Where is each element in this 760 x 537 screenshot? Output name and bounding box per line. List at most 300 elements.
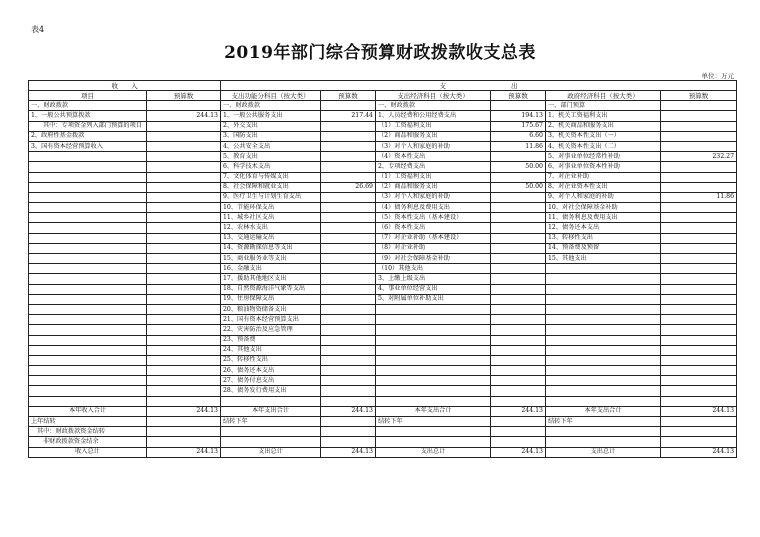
- table-cell: [321, 254, 376, 264]
- table-row: [29, 121, 737, 131]
- table-cell: 8、对企业资本性支出: [546, 182, 661, 192]
- table-cell: [661, 386, 737, 396]
- table-cell: 5、对事业单位经常性补助: [546, 152, 661, 162]
- table-cell: [147, 304, 221, 314]
- table-row: [29, 192, 737, 202]
- table-cell: 结转下年: [376, 417, 491, 427]
- table-cell: [147, 345, 221, 355]
- table-cell: [221, 396, 321, 406]
- table-cell: [321, 376, 376, 386]
- table-cell: 1、机关工资福利支出: [546, 111, 661, 121]
- table-cell: [321, 304, 376, 314]
- table-cell: [321, 325, 376, 335]
- table-cell: [546, 437, 661, 447]
- table-cell: [147, 213, 221, 223]
- table-cell: 50.00: [491, 182, 546, 192]
- table-cell: 13、转移性支出: [546, 233, 661, 243]
- table-cell: [491, 376, 546, 386]
- table-cell: [29, 366, 147, 376]
- table-row: [29, 396, 737, 406]
- table-cell: 16、金融支出: [221, 264, 321, 274]
- table-cell: [221, 427, 321, 437]
- table-cell: [491, 396, 546, 406]
- col-item: 项目: [29, 91, 147, 101]
- table-cell: [661, 315, 737, 325]
- table-cell: [376, 396, 491, 406]
- table-cell: [321, 213, 376, 223]
- table-cell: [661, 121, 737, 131]
- table-row: [29, 131, 737, 141]
- table-cell: 217.44: [321, 111, 376, 121]
- table-cell: [491, 437, 546, 447]
- table-cell: [376, 355, 491, 365]
- table-cell: [376, 386, 491, 396]
- table-cell: [147, 233, 221, 243]
- table-cell: [147, 223, 221, 233]
- table-cell: [147, 243, 221, 253]
- table-cell: [376, 325, 491, 335]
- table-cell: 一、财政拨款: [29, 101, 147, 111]
- table-cell: 21、国有资本经营预算支出: [221, 315, 321, 325]
- table-cell: 2、政府性基金拨款: [29, 131, 147, 141]
- table-cell: [491, 427, 546, 437]
- table-cell: 13、交通运输支出: [221, 233, 321, 243]
- table-cell: 23、预备费: [221, 335, 321, 345]
- table-cell: 3、国防支出: [221, 131, 321, 141]
- table-cell: [661, 396, 737, 406]
- table-cell: [29, 223, 147, 233]
- table-cell: [491, 264, 546, 274]
- table-cell: [661, 223, 737, 233]
- table-row: [29, 233, 737, 243]
- table-cell: 2、机关商品和服务支出: [546, 121, 661, 131]
- table-cell: 232.27: [661, 152, 737, 162]
- table-cell: [147, 141, 221, 151]
- table-cell: [29, 284, 147, 294]
- table-cell: 本年支出合计: [221, 406, 321, 416]
- table-cell: （8）对企业补助: [376, 243, 491, 253]
- table-cell: （3）对个人和家庭的补助: [376, 141, 491, 151]
- table-row: [29, 182, 737, 192]
- table-cell: （4）资本性支出: [376, 152, 491, 162]
- table-cell: [661, 233, 737, 243]
- table-cell: [661, 366, 737, 376]
- table-cell: [661, 213, 737, 223]
- table-cell: [321, 284, 376, 294]
- table-row: [29, 284, 737, 294]
- table-cell: 50.00: [491, 162, 546, 172]
- table-cell: 4、公共安全支出: [221, 141, 321, 151]
- table-cell: [376, 427, 491, 437]
- table-cell: [29, 172, 147, 182]
- table-row: [29, 162, 737, 172]
- table-cell: 9、医疗卫生与计划生育支出: [221, 192, 321, 202]
- table-cell: [147, 182, 221, 192]
- table-cell: [491, 417, 546, 427]
- header-row-columns: [29, 91, 737, 101]
- table-cell: [29, 182, 147, 192]
- table-cell: 6、对事业单位资本性补助: [546, 162, 661, 172]
- col-econ: 支出经济科目（按大类）: [376, 91, 491, 101]
- table-cell: （3）对个人和家庭的补助: [376, 192, 491, 202]
- table-cell: [661, 335, 737, 345]
- table-cell: [29, 304, 147, 314]
- expense-header: 支 出: [221, 81, 737, 91]
- table-cell: [661, 376, 737, 386]
- table-cell: [147, 254, 221, 264]
- table-row: [29, 152, 737, 162]
- table-cell: 244.13: [147, 447, 221, 457]
- table-cell: 12、债务还本支出: [546, 223, 661, 233]
- table-cell: 27、债务付息支出: [221, 376, 321, 386]
- header-row-section: [29, 81, 737, 91]
- table-cell: [147, 284, 221, 294]
- table-cell: 1、一般公共预算拨款: [29, 111, 147, 121]
- table-cell: [661, 345, 737, 355]
- table-row: [29, 111, 737, 121]
- table-cell: [546, 386, 661, 396]
- table-row: [29, 325, 737, 335]
- table-cell: [147, 294, 221, 304]
- table-cell: [221, 437, 321, 447]
- table-cell: 非财政拨款资金结余: [29, 437, 147, 447]
- table-cell: [321, 233, 376, 243]
- table-row: [29, 366, 737, 376]
- table-cell: [661, 274, 737, 284]
- table-cell: [376, 315, 491, 325]
- table-cell: [29, 386, 147, 396]
- table-cell: [321, 152, 376, 162]
- table-cell: [491, 366, 546, 376]
- table-cell: [491, 243, 546, 253]
- table-cell: [491, 345, 546, 355]
- table-cell: [29, 192, 147, 202]
- table-cell: [321, 294, 376, 304]
- table-cell: 14、预备费及预留: [546, 243, 661, 253]
- table-cell: [147, 376, 221, 386]
- table-cell: [29, 203, 147, 213]
- table-cell: [29, 233, 147, 243]
- table-cell: [546, 304, 661, 314]
- table-cell: 5、对附属单位补助支出: [376, 294, 491, 304]
- table-row: [29, 254, 737, 264]
- table-cell: [321, 355, 376, 365]
- table-row: [29, 386, 737, 396]
- table-cell: 244.13: [321, 406, 376, 416]
- table-cell: 244.13: [661, 447, 737, 457]
- table-cell: 收入总计: [29, 447, 147, 457]
- table-cell: 22、灾害防治及应急管理: [221, 325, 321, 335]
- table-cell: [321, 162, 376, 172]
- table-cell: [29, 162, 147, 172]
- table-cell: [321, 417, 376, 427]
- table-cell: [661, 284, 737, 294]
- table-cell: 一、部门预算: [546, 101, 661, 111]
- table-cell: [546, 315, 661, 325]
- table-cell: [147, 152, 221, 162]
- table-cell: 1、一般公共服务支出: [221, 111, 321, 121]
- table-cell: [321, 264, 376, 274]
- table-cell: [376, 345, 491, 355]
- table-cell: [321, 366, 376, 376]
- table-cell: [546, 325, 661, 335]
- col-func-budget: 预算数: [321, 91, 376, 101]
- table-cell: [491, 294, 546, 304]
- table-cell: [661, 243, 737, 253]
- table-cell: 上年结转: [29, 417, 147, 427]
- table-cell: [546, 274, 661, 284]
- table-cell: 244.13: [491, 406, 546, 416]
- table-cell: [321, 192, 376, 202]
- table-row: [29, 294, 737, 304]
- table-cell: （1）工资福利支出: [376, 121, 491, 131]
- table-cell: [491, 284, 546, 294]
- table-cell: [147, 417, 221, 427]
- table-cell: 一、财政拨款: [376, 101, 491, 111]
- table-cell: 3、国有资本经营预算收入: [29, 141, 147, 151]
- table-cell: 支出总计: [376, 447, 491, 457]
- table-cell: [661, 101, 737, 111]
- table-cell: [491, 355, 546, 365]
- table-cell: [321, 121, 376, 131]
- table-cell: [546, 294, 661, 304]
- table-cell: [29, 345, 147, 355]
- table-cell: 15、商业服务业等支出: [221, 254, 321, 264]
- col-func: 支出功能分科目（按大类）: [221, 91, 321, 101]
- table-cell: 5、教育支出: [221, 152, 321, 162]
- table-cell: [661, 325, 737, 335]
- table-cell: [321, 335, 376, 345]
- table-row: [29, 203, 737, 213]
- col-econ-budget: 预算数: [491, 91, 546, 101]
- table-cell: [321, 203, 376, 213]
- table-cell: 26.69: [321, 182, 376, 192]
- table-cell: [376, 304, 491, 314]
- table-cell: [661, 294, 737, 304]
- table-row: [29, 447, 737, 457]
- table-cell: 其中：专项资金列入部门预算的项目: [29, 121, 147, 131]
- table-cell: 18、自然资源海洋气象等支出: [221, 284, 321, 294]
- table-cell: [321, 131, 376, 141]
- table-cell: 2、专项经费支出: [376, 162, 491, 172]
- table-cell: [491, 386, 546, 396]
- table-cell: 244.13: [321, 447, 376, 457]
- table-cell: 结转下年: [546, 417, 661, 427]
- table-cell: [29, 325, 147, 335]
- table-cell: 15、其他支出: [546, 254, 661, 264]
- table-cell: 7、对企业补助: [546, 172, 661, 182]
- table-cell: 本年收入合计: [29, 406, 147, 416]
- table-cell: （5）资本性支出（基本建设）: [376, 213, 491, 223]
- table-cell: [29, 152, 147, 162]
- table-cell: 9、对个人和家庭的补助: [546, 192, 661, 202]
- table-row: [29, 274, 737, 284]
- table-row: [29, 223, 737, 233]
- table-cell: [661, 264, 737, 274]
- table-cell: 11、城乡社区支出: [221, 213, 321, 223]
- table-cell: [147, 192, 221, 202]
- table-cell: [29, 315, 147, 325]
- table-cell: [661, 437, 737, 447]
- table-row: [29, 376, 737, 386]
- table-cell: 175.67: [491, 121, 546, 131]
- table-cell: [546, 355, 661, 365]
- table-cell: 20、粮油物资储备支出: [221, 304, 321, 314]
- table-row: [29, 213, 737, 223]
- table-cell: [546, 335, 661, 345]
- table-cell: [29, 335, 147, 345]
- table-cell: [661, 141, 737, 151]
- table-cell: [147, 335, 221, 345]
- table-cell: [546, 284, 661, 294]
- table-cell: [661, 427, 737, 437]
- table-cell: [491, 203, 546, 213]
- table-cell: [321, 223, 376, 233]
- table-cell: [29, 376, 147, 386]
- table-cell: [661, 304, 737, 314]
- table-cell: [147, 172, 221, 182]
- table-cell: [147, 366, 221, 376]
- table-cell: [147, 131, 221, 141]
- table-cell: （1）工资福利支出: [376, 172, 491, 182]
- table-row: [29, 304, 737, 314]
- table-cell: 11.86: [491, 141, 546, 151]
- table-cell: [661, 182, 737, 192]
- table-cell: [661, 254, 737, 264]
- table-cell: （7）对企业补助（基本建设）: [376, 233, 491, 243]
- table-row: [29, 417, 737, 427]
- table-row: [29, 335, 737, 345]
- table-row: [29, 406, 737, 416]
- table-cell: （9）对社会保障基金补助: [376, 254, 491, 264]
- table-cell: （10）其他支出: [376, 264, 491, 274]
- table-cell: [546, 396, 661, 406]
- table-row: [29, 264, 737, 274]
- table-cell: （2）商品和服务支出: [376, 182, 491, 192]
- table-cell: 8、社会保障和就业支出: [221, 182, 321, 192]
- budget-summary-table: [28, 80, 737, 458]
- table-cell: 3、机关资本性支出（一）: [546, 131, 661, 141]
- table-cell: 4、机关资本性支出（二）: [546, 141, 661, 151]
- table-cell: [661, 162, 737, 172]
- table-cell: [491, 274, 546, 284]
- table-cell: 3、上缴上级支出: [376, 274, 491, 284]
- table-cell: 10、节能环保支出: [221, 203, 321, 213]
- table-cell: [29, 396, 147, 406]
- table-cell: 24、其他支出: [221, 345, 321, 355]
- table-cell: 14、资源勘探信息等支出: [221, 243, 321, 253]
- table-cell: [661, 131, 737, 141]
- col-gov-budget: 预算数: [661, 91, 737, 101]
- table-cell: [376, 366, 491, 376]
- table-row: [29, 355, 737, 365]
- unit-label: 单位：万元: [701, 72, 734, 80]
- table-cell: 一、财政拨款: [221, 101, 321, 111]
- table-cell: [321, 243, 376, 253]
- table-cell: [491, 101, 546, 111]
- table-cell: [147, 274, 221, 284]
- table-cell: [147, 162, 221, 172]
- table-row: [29, 345, 737, 355]
- table-cell: [29, 264, 147, 274]
- table-cell: [491, 325, 546, 335]
- table-cell: [147, 396, 221, 406]
- table-cell: [661, 417, 737, 427]
- table-cell: [661, 355, 737, 365]
- table-cell: [321, 396, 376, 406]
- table-cell: 194.13: [491, 111, 546, 121]
- table-cell: 17、援助其他地区支出: [221, 274, 321, 284]
- table-cell: [491, 213, 546, 223]
- table-cell: 19、住房保障支出: [221, 294, 321, 304]
- table-cell: [147, 355, 221, 365]
- table-cell: 244.13: [661, 406, 737, 416]
- table-cell: [321, 345, 376, 355]
- table-row: [29, 141, 737, 151]
- table-cell: [321, 101, 376, 111]
- table-cell: 28、债务发行费用支出: [221, 386, 321, 396]
- table-cell: [376, 376, 491, 386]
- table-cell: [29, 243, 147, 253]
- table-cell: [321, 437, 376, 447]
- table-cell: 其中：财政拨款资金结转: [29, 427, 147, 437]
- table-row: [29, 243, 737, 253]
- table-cell: [147, 264, 221, 274]
- table-row: [29, 315, 737, 325]
- table-cell: （2）商品和服务支出: [376, 131, 491, 141]
- table-cell: [29, 274, 147, 284]
- table-cell: [491, 152, 546, 162]
- col-gov: 政府经济科目（按大类）: [546, 91, 661, 101]
- table-cell: [321, 274, 376, 284]
- table-cell: 11.86: [661, 192, 737, 202]
- table-cell: 6、科学技术支出: [221, 162, 321, 172]
- table-cell: [546, 264, 661, 274]
- table-number-tag: 表4: [31, 25, 45, 34]
- table-row: [29, 101, 737, 111]
- table-cell: [29, 254, 147, 264]
- table-cell: [661, 172, 737, 182]
- table-cell: 本年支出合计: [546, 406, 661, 416]
- table-cell: 本年支出合计: [376, 406, 491, 416]
- table-row: [29, 437, 737, 447]
- table-cell: 244.13: [147, 111, 221, 121]
- table-cell: [147, 386, 221, 396]
- table-cell: [491, 233, 546, 243]
- table-cell: （4）债务利息及费用支出: [376, 203, 491, 213]
- table-cell: [29, 294, 147, 304]
- table-cell: [321, 315, 376, 325]
- table-cell: [321, 141, 376, 151]
- table-cell: 支出总计: [221, 447, 321, 457]
- table-cell: [147, 121, 221, 131]
- table-cell: （6）资本性支出: [376, 223, 491, 233]
- table-cell: [546, 366, 661, 376]
- table-cell: 12、农林水支出: [221, 223, 321, 233]
- table-cell: [491, 315, 546, 325]
- table-cell: 1、人员经费和公用经费支出: [376, 111, 491, 121]
- table-cell: 结转下年: [221, 417, 321, 427]
- table-row: [29, 427, 737, 437]
- table-cell: 11、债务利息及费用支出: [546, 213, 661, 223]
- table-cell: [491, 254, 546, 264]
- table-cell: 10、对社会保障基金补助: [546, 203, 661, 213]
- table-cell: [376, 335, 491, 345]
- table-cell: 26、债务还本支出: [221, 366, 321, 376]
- table-cell: [147, 203, 221, 213]
- table-cell: 244.13: [491, 447, 546, 457]
- table-cell: [491, 172, 546, 182]
